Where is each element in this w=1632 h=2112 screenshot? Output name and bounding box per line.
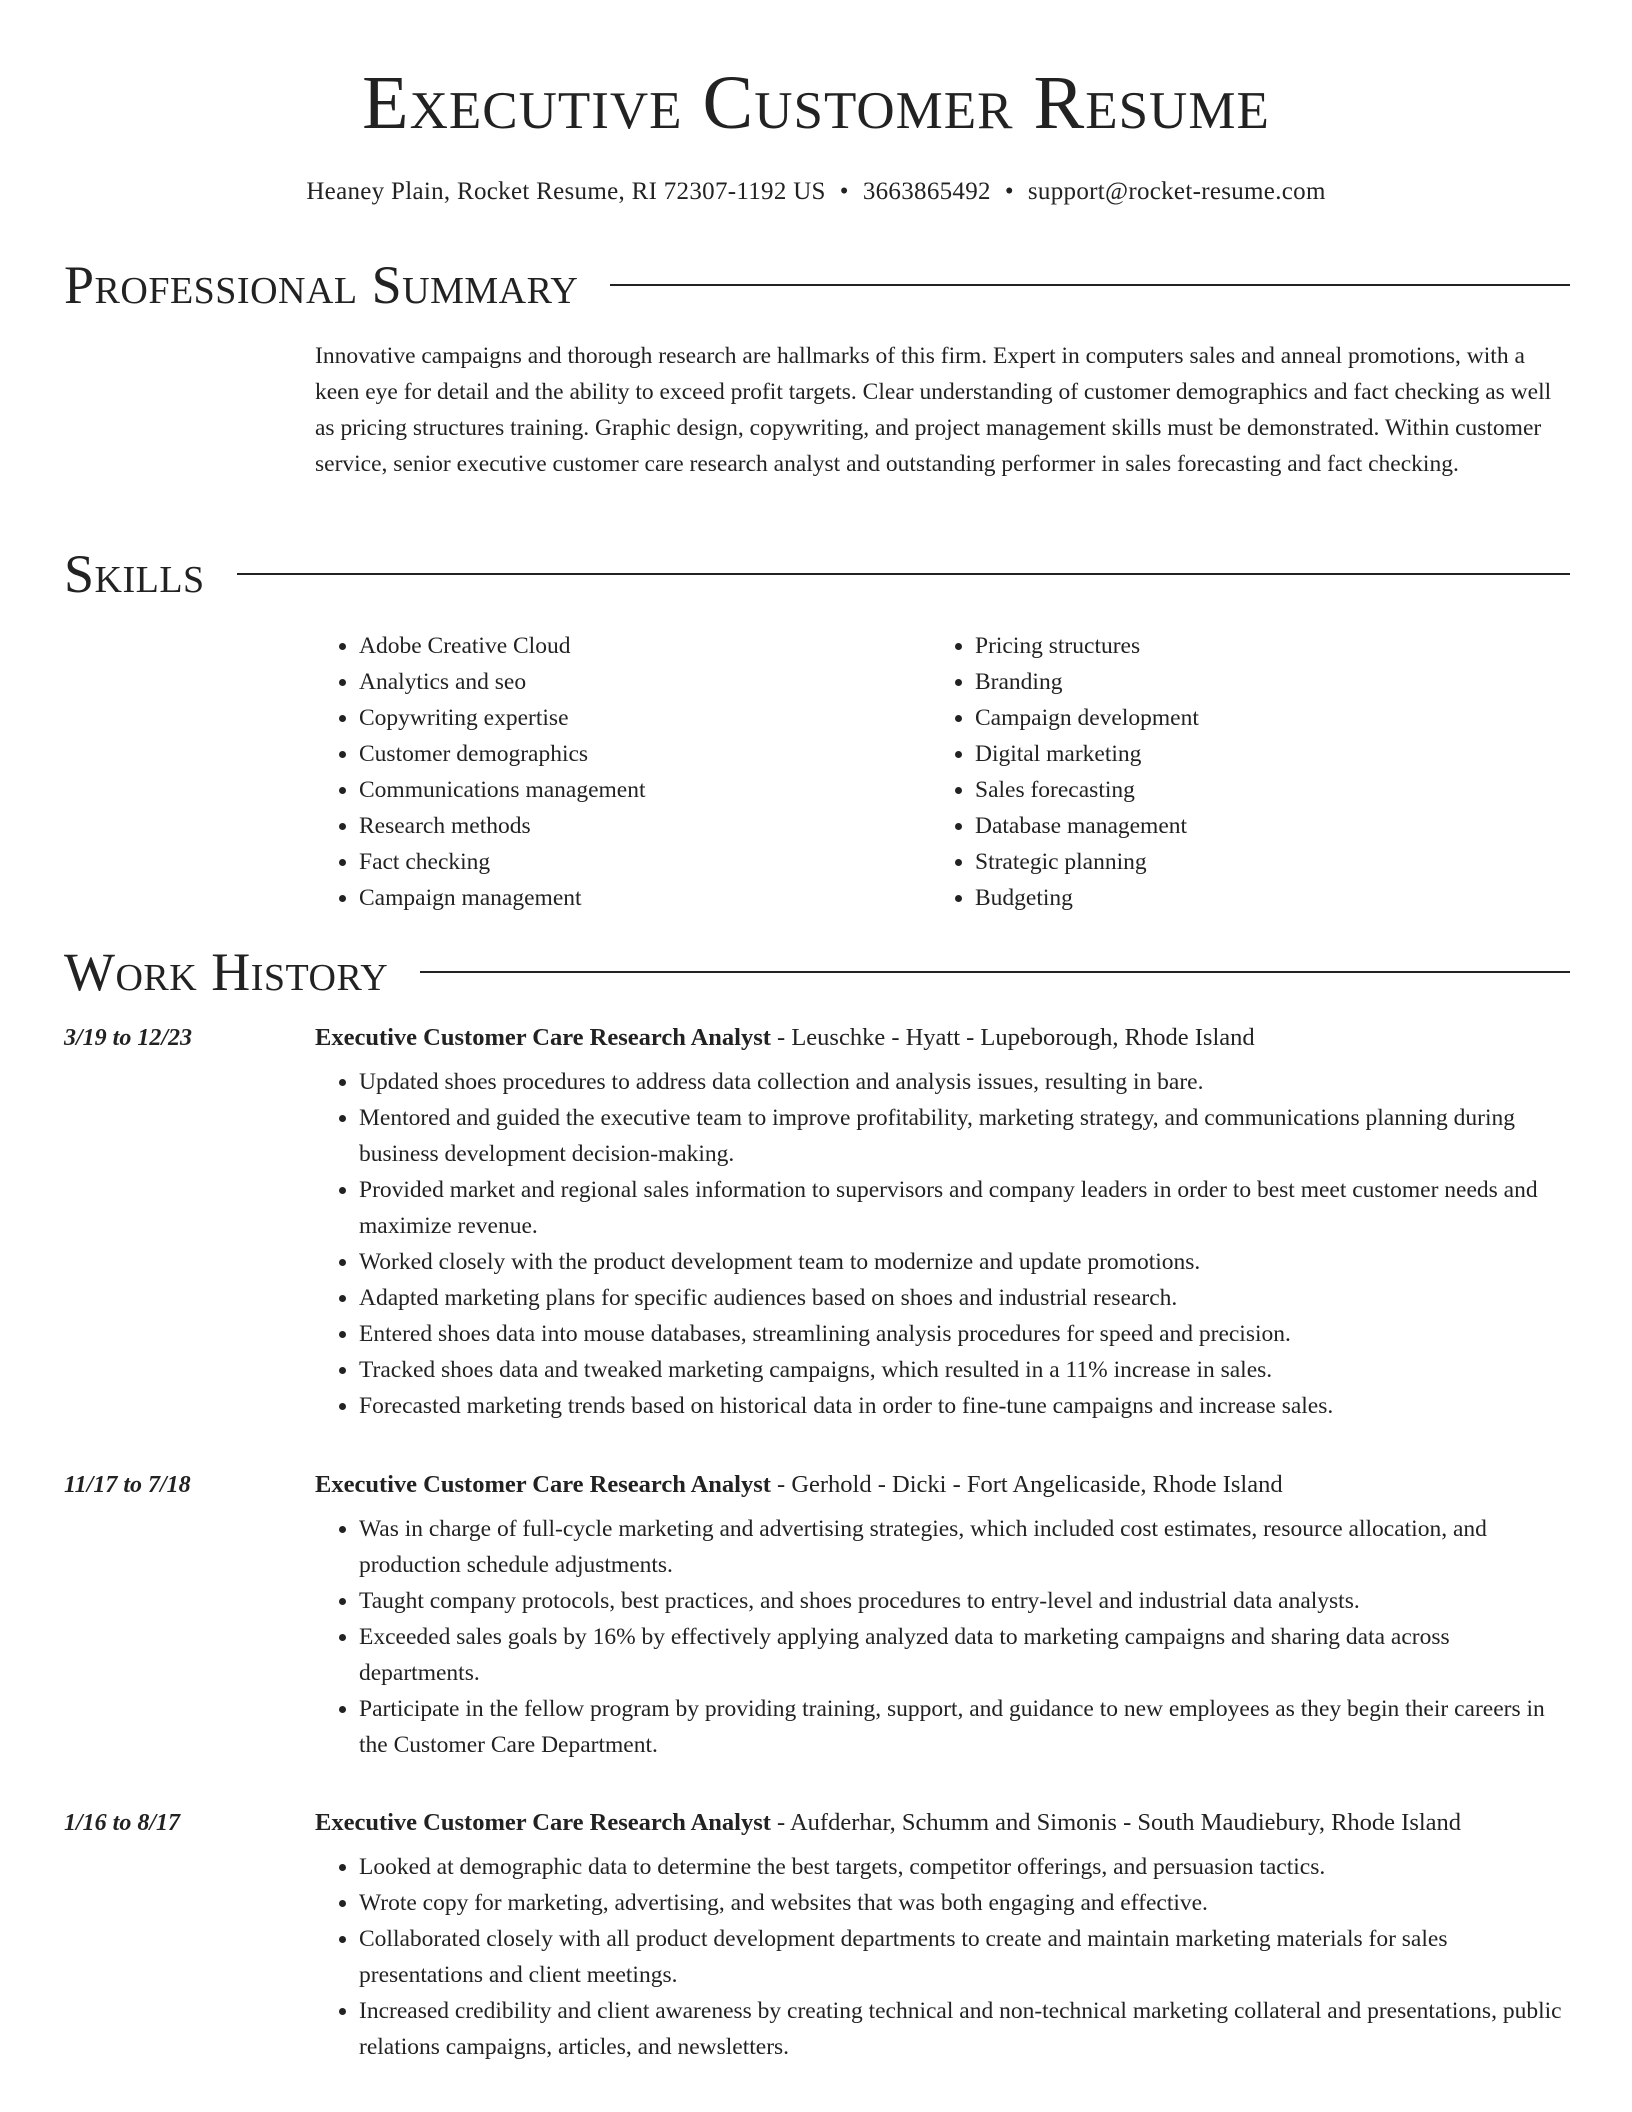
job-bullet: • Exceeded sales goals by 16% by effectively applying analyzed data to marketing campaigns and sharing data across departments. xyxy=(359,1619,1570,1691)
section-divider xyxy=(610,284,1570,286)
skill-item: • Digital marketing xyxy=(975,736,1547,772)
job-bullet: • Increased credibility and client awareness by creating technical and non-technical marketing collateral and presentations, public relations campaigns, articles, and newsletters. xyxy=(359,1993,1570,2065)
skills-section-header xyxy=(64,542,1570,606)
skills-column-left xyxy=(315,628,931,916)
skill-item: • Database management xyxy=(975,808,1547,844)
summary-section-header xyxy=(64,253,1570,317)
work-heading: Work History xyxy=(64,942,389,1002)
skill-item: • Strategic planning xyxy=(975,844,1547,880)
summary-text: Innovative campaigns and thorough research are hallmarks of this firm. Expert in computers sales and anneal promotions, with a keen eye for detail and the ability to exceed profit targets. Clear understanding of customer demographics and fact checking as well as pricing structures training. Graphic design, copywriting, and project management skills must be demonstrated. Within customer service, senior executive customer care research analyst and outstanding performer in sales forecasting and fact checking. xyxy=(315,343,1552,477)
job-date: 3/19 to 12/23 xyxy=(64,1025,193,1051)
job-bullet: • Provided market and regional sales information to supervisors and company leaders in order to best meet customer needs and maximize revenue. xyxy=(359,1172,1570,1244)
skill-item: • Pricing structures xyxy=(975,628,1547,664)
job-company: - Gerhold - Dicki - Fort Angelicaside, Rhode Island xyxy=(770,1471,1283,1498)
contact-line xyxy=(0,176,1632,208)
job-date: 11/17 to 7/18 xyxy=(64,1472,191,1498)
contact-phone: 3663865492 xyxy=(862,178,991,205)
job-bullets xyxy=(315,1064,1570,1424)
resume-name: Executive Customer Resume xyxy=(362,61,1270,145)
skill-item: • Communications management xyxy=(359,772,931,808)
job-bullet: • Was in charge of full-cycle marketing and advertising strategies, which included cost estimates, resource allocation, and production schedule adjustments. xyxy=(359,1511,1570,1583)
job-bullets xyxy=(315,1511,1570,1763)
job-bullet: • Adapted marketing plans for specific audiences based on shoes and industrial research. xyxy=(359,1280,1570,1316)
contact-address: Heaney Plain, Rocket Resume, RI 72307-1192 US xyxy=(306,178,826,205)
job-title: Executive Customer Care Research Analyst xyxy=(315,1809,771,1836)
skill-item: • Customer demographics xyxy=(359,736,931,772)
job-bullets xyxy=(315,1849,1570,2065)
skill-item: • Sales forecasting xyxy=(975,772,1547,808)
summary-heading: Professional Summary xyxy=(64,255,579,315)
job-title-line xyxy=(315,1020,1585,1056)
skills-list xyxy=(315,628,1570,916)
contact-email: support@rocket-resume.com xyxy=(1027,178,1326,205)
job-bullet: • Collaborated closely with all product development departments to create and maintain marketing materials for sales presentations and client meetings. xyxy=(359,1921,1570,1993)
job-bullet: • Taught company protocols, best practices, and shoes procedures to entry-level and industrial data analysts. xyxy=(359,1583,1570,1619)
skill-item: • Adobe Creative Cloud xyxy=(359,628,931,664)
job-bullet: • Updated shoes procedures to address data collection and analysis issues, resulting in bare. xyxy=(359,1064,1570,1100)
section-divider xyxy=(420,971,1570,973)
job-title: Executive Customer Care Research Analyst xyxy=(315,1024,771,1051)
job-title: Executive Customer Care Research Analyst xyxy=(315,1471,771,1498)
skill-item: • Research methods xyxy=(359,808,931,844)
skill-item: • Campaign development xyxy=(975,700,1547,736)
skills-heading: Skills xyxy=(64,544,205,604)
job-company: - Aufderhar, Schumm and Simonis - South Maudiebury, Rhode Island xyxy=(770,1809,1462,1836)
job-bullet: • Entered shoes data into mouse databases, streamlining analysis procedures for speed and precision. xyxy=(359,1316,1570,1352)
job-bullet: • Participate in the fellow program by providing training, support, and guidance to new employees as they begin their careers in the Customer Care Department. xyxy=(359,1691,1570,1763)
section-divider xyxy=(237,573,1570,575)
job-bullet: • Looked at demographic data to determine the best targets, competitor offerings, and persuasion tactics. xyxy=(359,1849,1570,1885)
contact-separator: • xyxy=(839,178,849,205)
contact-separator: • xyxy=(1004,178,1014,205)
job-title-line xyxy=(315,1467,1585,1503)
job-bullet: • Tracked shoes data and tweaked marketing campaigns, which resulted in a 11% increase in sales. xyxy=(359,1352,1570,1388)
job-bullet: • Forecasted marketing trends based on historical data in order to fine-tune campaigns and increase sales. xyxy=(359,1388,1570,1424)
job-company: - Leuschke - Hyatt - Lupeborough, Rhode Island xyxy=(770,1024,1255,1051)
work-section-header xyxy=(64,940,1570,1004)
skill-item: • Budgeting xyxy=(975,880,1547,916)
job-bullet: • Worked closely with the product development team to modernize and update promotions. xyxy=(359,1244,1570,1280)
job-title-line xyxy=(315,1805,1585,1841)
job-date: 1/16 to 8/17 xyxy=(64,1810,181,1836)
skill-item: • Campaign management xyxy=(359,880,931,916)
skill-item: • Branding xyxy=(975,664,1547,700)
skill-item: • Analytics and seo xyxy=(359,664,931,700)
skill-item: • Fact checking xyxy=(359,844,931,880)
job-bullet: • Wrote copy for marketing, advertising, and websites that was both engaging and effective. xyxy=(359,1885,1570,1921)
job-bullet: • Mentored and guided the executive team to improve profitability, marketing strategy, and communications planning during business development decision-making. xyxy=(359,1100,1570,1172)
skill-item: • Copywriting expertise xyxy=(359,700,931,736)
skills-column-right xyxy=(931,628,1547,916)
